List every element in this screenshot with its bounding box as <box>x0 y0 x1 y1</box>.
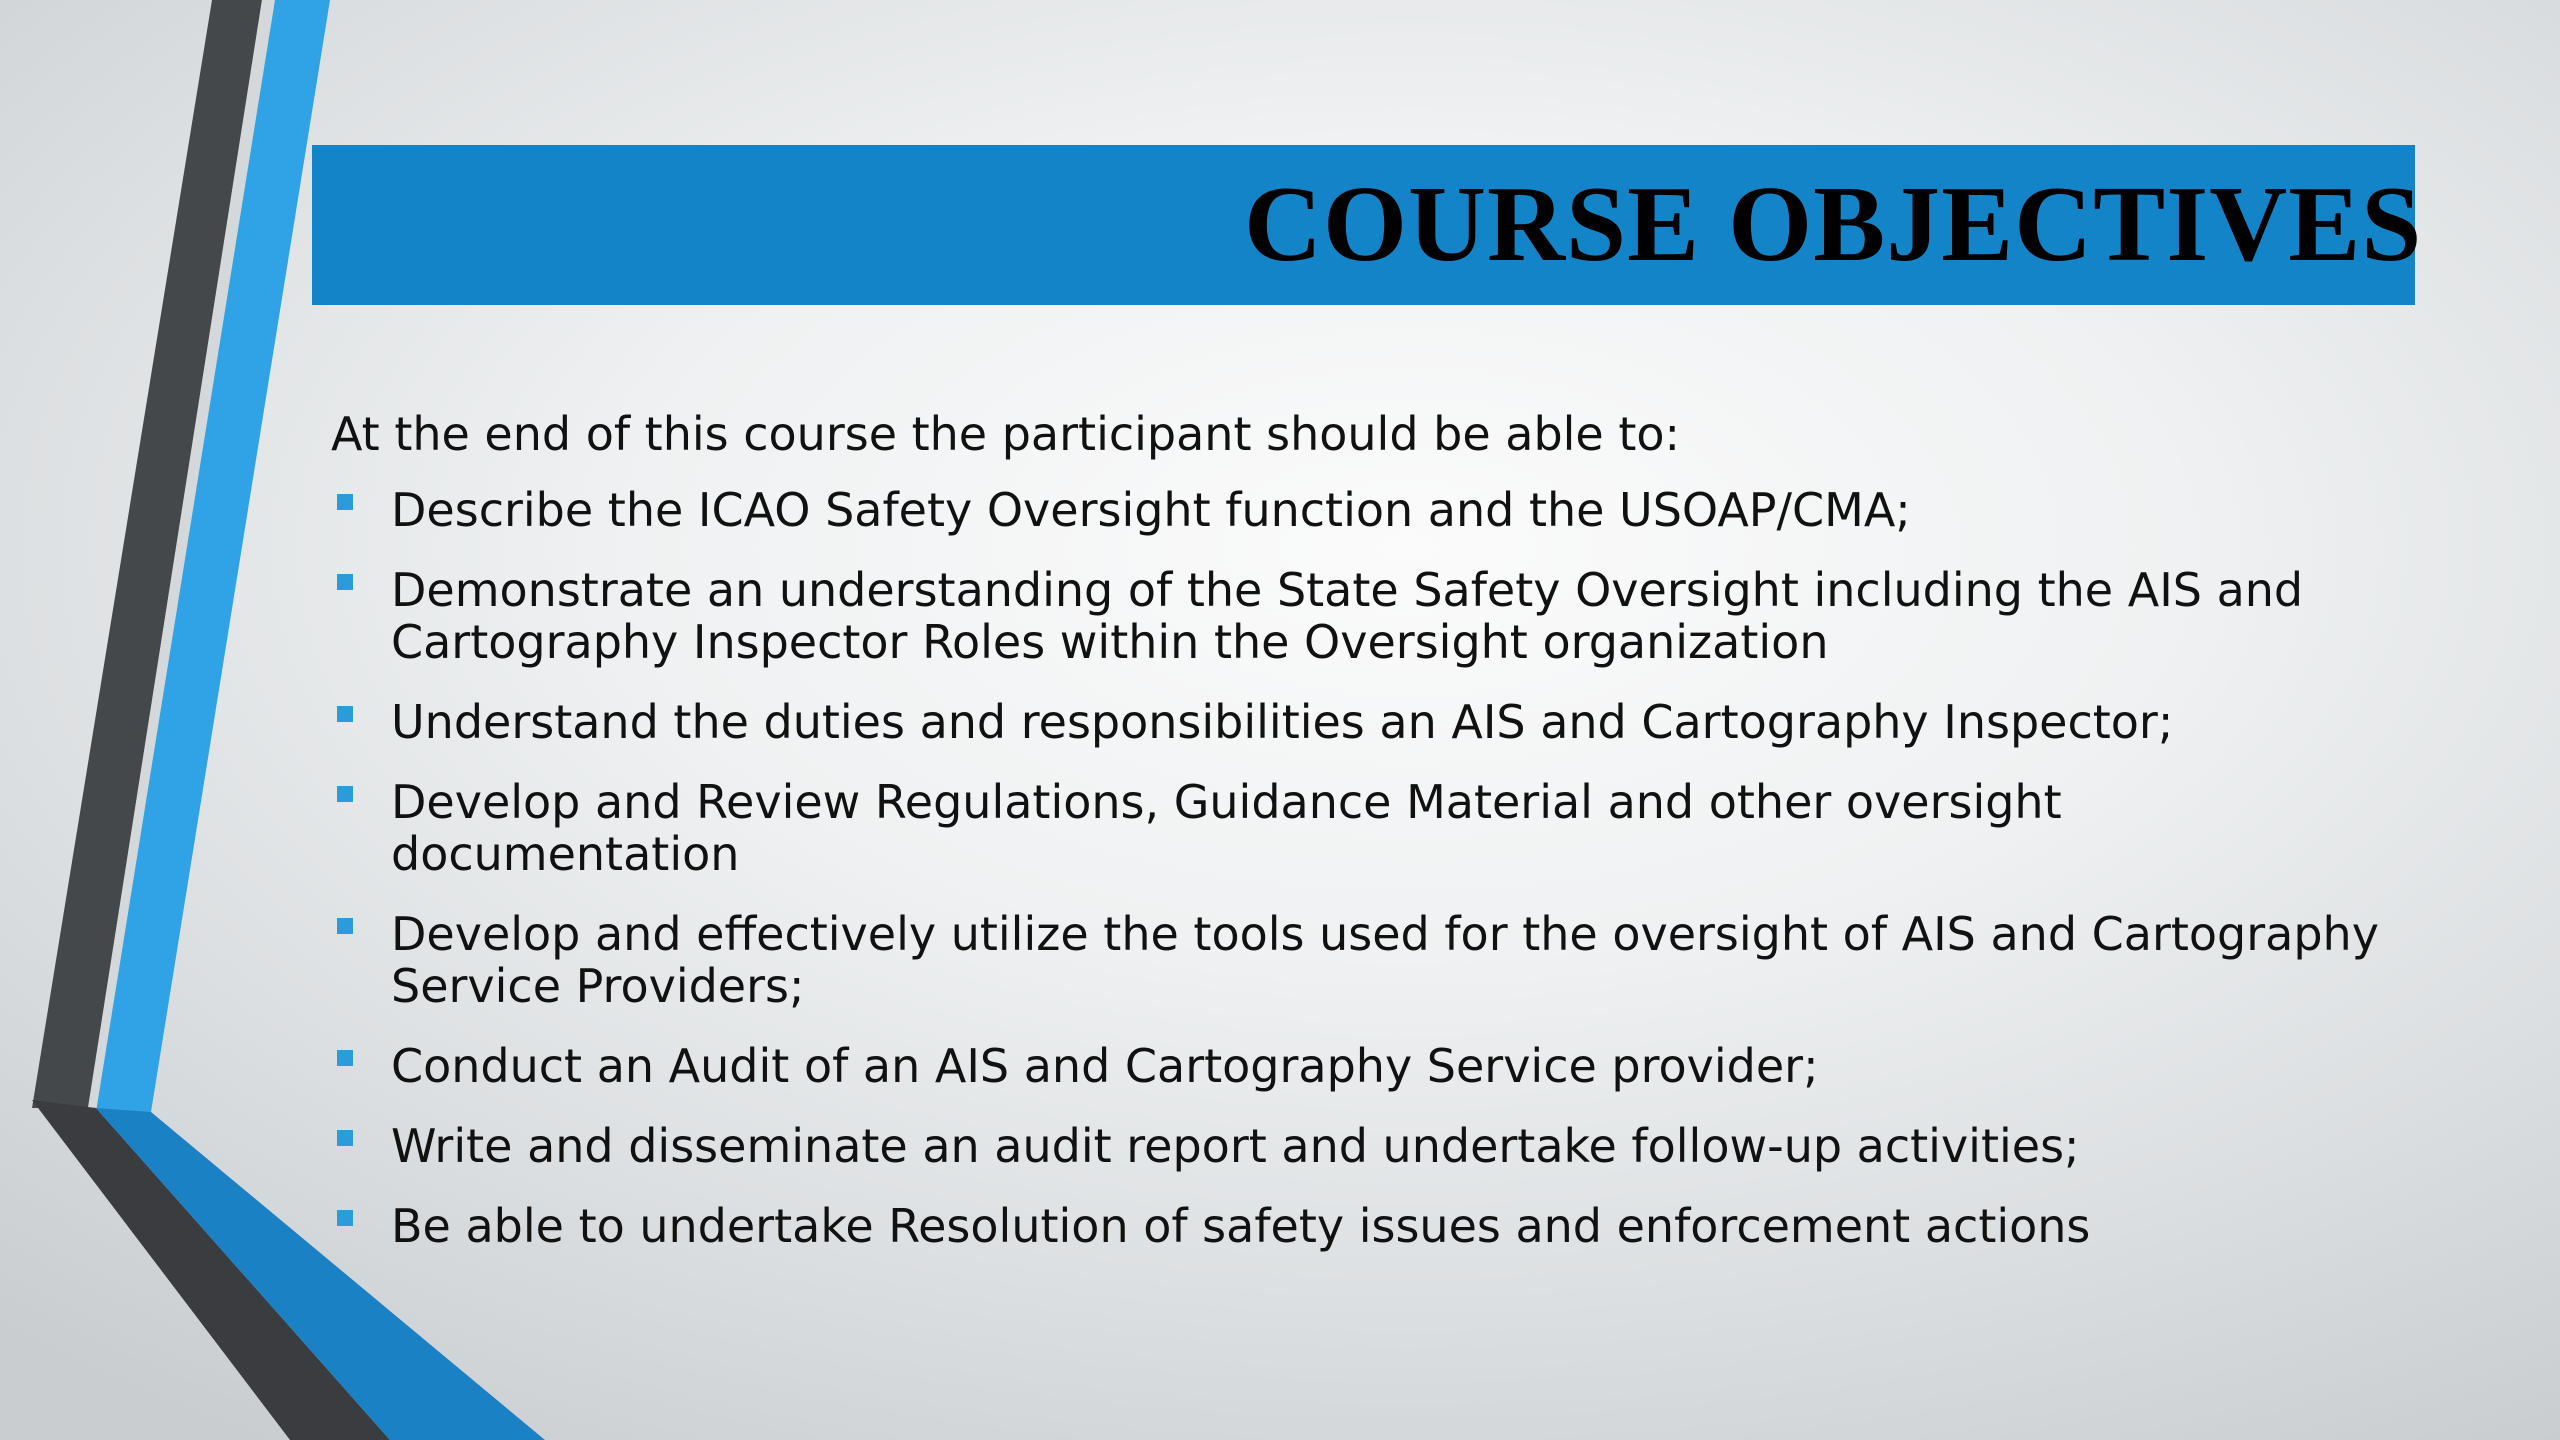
square-bullet-icon <box>337 574 353 590</box>
slide-body <box>331 398 2381 1280</box>
objective-item <box>331 908 2381 1012</box>
square-bullet-icon <box>337 1050 353 1066</box>
light-separator-stripe <box>88 0 275 1108</box>
square-bullet-icon <box>337 1130 353 1146</box>
objectives-list <box>331 484 2381 1252</box>
objective-item <box>331 1200 2381 1252</box>
objective-item <box>331 776 2381 880</box>
square-bullet-icon <box>337 918 353 934</box>
objective-item <box>331 484 2381 536</box>
objective-text: Write and disseminate an audit report and undertake follow-up activities; <box>391 1119 2080 1173</box>
objective-text: Demonstrate an understanding of the State Safety Oversight including the AIS and Cartography Inspector Roles within the Oversight organization <box>391 563 2304 669</box>
square-bullet-icon <box>337 706 353 722</box>
objective-item <box>331 1040 2381 1092</box>
objective-text: Be able to undertake Resolution of safety issues and enforcement actions <box>391 1199 2091 1253</box>
square-bullet-icon <box>337 786 353 802</box>
square-bullet-icon <box>337 494 353 510</box>
objective-text: Understand the duties and responsibilities an AIS and Cartography Inspector; <box>391 695 2174 749</box>
objective-item <box>331 564 2381 668</box>
slide-title: COURSE OBJECTIVES <box>1244 165 2423 284</box>
objective-text: Describe the ICAO Safety Oversight function and the USOAP/CMA; <box>391 483 1911 537</box>
objective-text: Conduct an Audit of an AIS and Cartography Service provider; <box>391 1039 1819 1093</box>
objective-item <box>331 696 2381 748</box>
objective-text: Develop and Review Regulations, Guidance Material and other oversight documentation <box>391 775 2062 881</box>
intro-text: At the end of this course the participant should be able to: <box>331 407 1681 461</box>
square-bullet-icon <box>337 1210 353 1226</box>
title-bar <box>312 145 2423 305</box>
objective-item <box>331 1120 2381 1172</box>
objective-text: Develop and effectively utilize the tools used for the oversight of AIS and Cartography Service Providers; <box>391 907 2379 1013</box>
